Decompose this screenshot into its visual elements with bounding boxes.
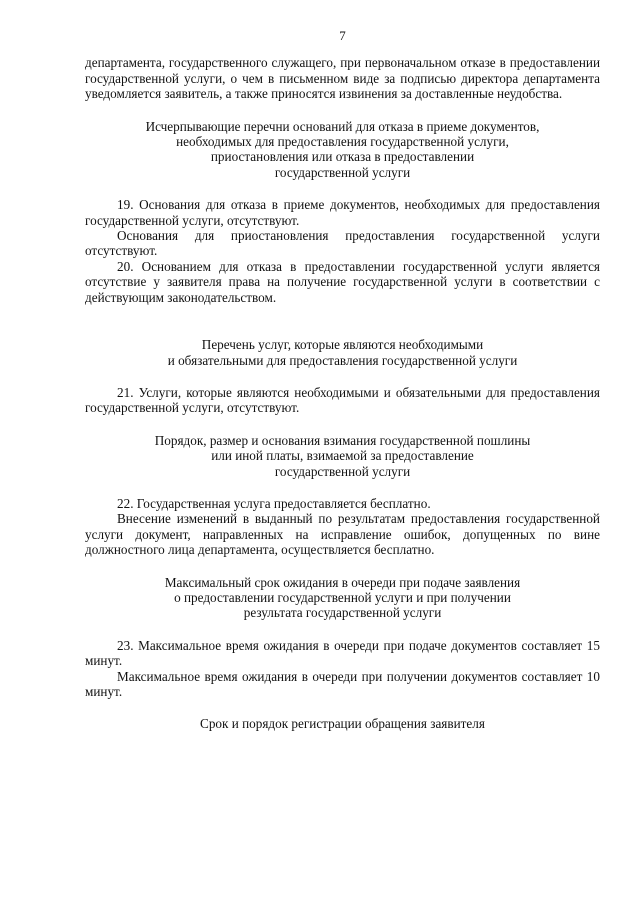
heading-line: Исчерпывающие перечни оснований для отказа в приеме документов, [145,118,540,134]
heading-line: Перечень услуг, которые являются необходимыми [201,337,484,353]
heading-line: и обязательными для предоставления государственной услуги [167,352,518,368]
paragraph-21: 21. Услуги, которые являются необходимыми и обязательными для предоставления государственной услуги, отсутствуют. [85,384,600,416]
section-heading-required-services [85,337,600,368]
document-page [85,28,600,732]
paragraph-suspension-grounds: Основания для приостановления предоставления государственной услуги отсутствуют. [85,228,600,259]
section-heading-refusal-grounds [85,119,600,181]
heading-line: государственной услуги [274,164,411,180]
section-heading-fees [85,433,600,479]
heading-line: о предоставлении государственной услуги и при получении [174,589,511,605]
section-heading-registration [85,716,600,731]
paragraph-corrections-free: Внесение изменений в выданный по результатам предоставления государственной услуги документ, направленных на исправление ошибок, допущенных по вине должностного лица департамента, осуществляется бесплатно. [85,511,600,558]
heading-line: Максимальный срок ожидания в очереди при подаче заявления [164,574,521,590]
page-number: 7 [339,28,346,43]
heading-line: приостановления или отказа в предоставлении [210,149,475,165]
heading-line: или иной платы, взимаемой за предоставление [211,448,474,464]
paragraph-22: 22. Государственная услуга предоставляется бесплатно. [117,495,431,511]
heading-line: необходимых для предоставления государственной услуги, [176,134,509,150]
heading-line: результата государственной услуги [243,605,442,621]
paragraph-23: 23. Максимальное время ожидания в очереди при подаче документов составляет 15 минут. [85,637,600,669]
paragraph-20: 20. Основанием для отказа в предоставлении государственной услуги является отсутствие у заявителя права на получение государственной услуги в соответствии с действующим законодательством. [85,258,600,305]
heading-line: Порядок, размер и основания взимания государственной пошлины [154,432,531,448]
paragraph-continuation: департамента, государственного служащего, при первоначальном отказе в предоставлении государственной услуги, о чем в письменном виде за подписью директора департамента уведомляется заявитель, а также приносятся извинения за доставленные неудобства. [85,55,600,102]
heading-line: государственной услуги [274,463,411,479]
paragraph-queue-receipt: Максимальное время ожидания в очереди при получении документов составляет 10 минут. [85,668,600,699]
heading-line: Срок и порядок регистрации обращения заявителя [200,716,485,732]
paragraph-19: 19. Основания для отказа в приеме документов, необходимых для предоставления государственной услуги, отсутствуют. [85,197,600,228]
section-heading-queue-time [85,575,600,621]
